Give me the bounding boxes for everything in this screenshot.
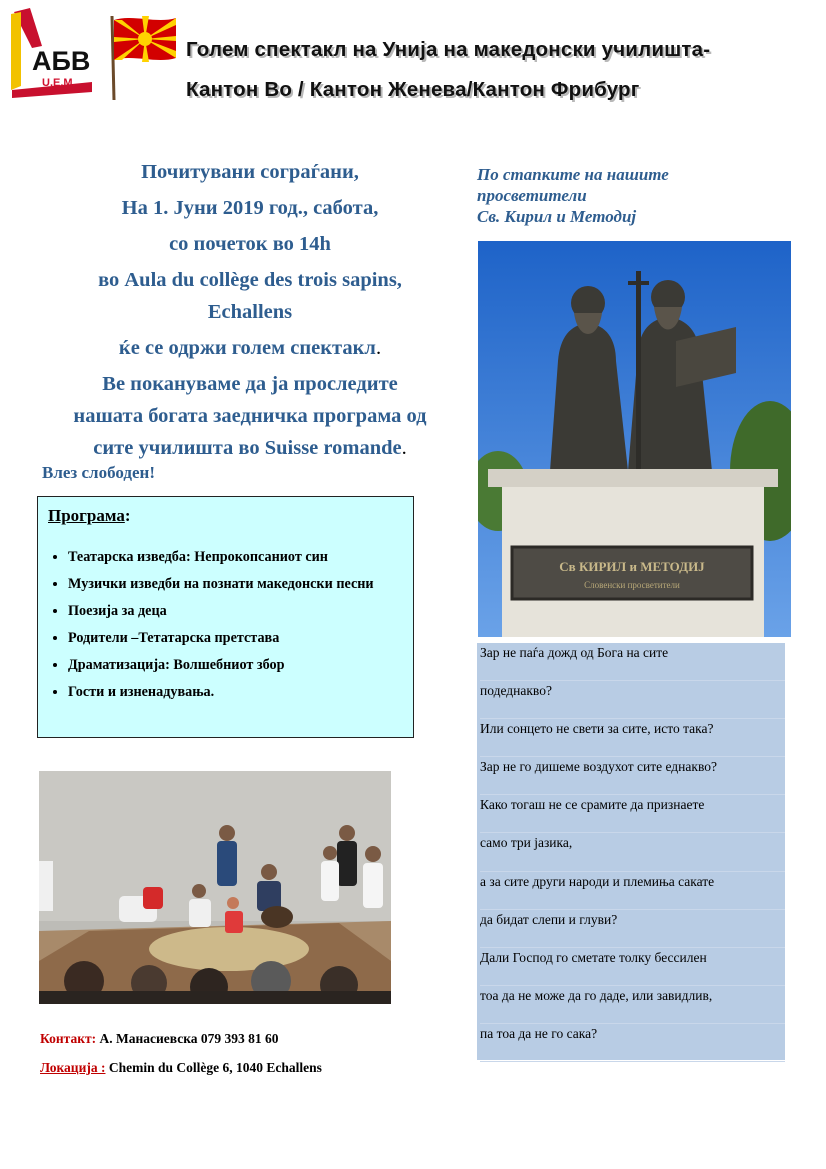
poem-line: Дали Господ го сметате толку бессилен: [480, 948, 785, 986]
invite-period: .: [401, 437, 407, 459]
macedonian-flag-icon: [100, 10, 182, 102]
program-item: • Поезија за деца: [68, 602, 403, 621]
poem-line: само три јазика,: [480, 833, 785, 871]
poem-line: па тоа да не го сака?: [480, 1024, 785, 1062]
invite-line-3-wrap: [40, 432, 460, 464]
invite-line-2: нашата богата заедничка програма од: [73, 405, 427, 427]
location-label: Локација :: [40, 1060, 106, 1075]
plaque-text-1: Св КИРИЛ и МЕТОДИЈ: [559, 559, 705, 574]
program-item: • Музички изведби на познати македонски песни: [68, 575, 403, 594]
header-title-line-1: Голем спектакл на Унија на македонски училишта-: [186, 38, 711, 61]
poem-line: подеднакво?: [480, 681, 785, 719]
quote-title-line-3: Св. Кирил и Методиј: [477, 207, 637, 226]
poem-box: [477, 643, 785, 1060]
program-title: [48, 506, 403, 526]
program-box: [37, 496, 414, 738]
program-list: [48, 548, 403, 702]
event-period: .: [375, 337, 382, 359]
poem-line: Како тогаш не се срамите да признаете: [480, 795, 785, 833]
header-title-line-2: Кантон Во / Кантон Женева/Кантон Фрибург: [186, 78, 640, 101]
invite-line-3: сите училишта во Suisse romande: [93, 437, 402, 459]
program-title-colon: :: [124, 506, 131, 525]
contact-line: [40, 1031, 279, 1047]
poem-line: а за сите други народи и племиња сакате: [480, 872, 785, 910]
free-entry: Влез слободен!: [42, 463, 155, 482]
venue-line-1: во Aula du collège des trois sapins,: [98, 269, 402, 291]
logo-subtext: U.E.M.: [42, 77, 76, 89]
event-date: На 1. Јуни 2019 год., сабота,: [121, 197, 379, 219]
program-item: • Гости и изненадувања.: [68, 683, 403, 702]
quote-title-line-2: просветители: [477, 186, 587, 205]
program-item: • Драматизација: Волшебниот збор: [68, 656, 403, 675]
contact-label: Контакт:: [40, 1031, 97, 1046]
location-value: Chemin du Collège 6, 1040 Echallens: [108, 1060, 322, 1075]
invitation-text: [40, 156, 460, 464]
program-title-text: Програма: [48, 506, 125, 525]
cyril-methodius-statue-photo: [478, 241, 791, 637]
greeting: Почитувани сограѓани,: [141, 161, 359, 183]
invite-line-1: Ве покануваме да ја проследите: [102, 373, 398, 395]
poem-line: да бидат слепи и глуви?: [480, 910, 785, 948]
event-announcement: [40, 332, 460, 364]
plaque-text-2: Словенски просветители: [584, 580, 680, 590]
poem-line: Зар не паѓа дожд од Бога на сите: [480, 643, 785, 681]
event-time: со почеток во 14h: [169, 233, 331, 255]
quote-title: [477, 164, 669, 227]
poem-line: тоа да не може да го даде, или завидлив,: [480, 986, 785, 1024]
poem-line: Зар не го дишеме воздухот сите еднакво?: [480, 757, 785, 795]
logo-text: АБВ: [32, 46, 91, 76]
quote-title-line-1: По стапките на нашите: [477, 165, 669, 184]
performance-photo: [39, 771, 391, 1004]
program-item: • Театарска изведба: Непрокопсаниот син: [68, 548, 403, 567]
poem-line: Или сонцето не свети за сите, исто така?: [480, 719, 785, 757]
location-line: [40, 1060, 322, 1076]
program-item: • Родители –Тетатарска претстава: [68, 629, 403, 648]
uem-logo: [8, 6, 96, 102]
contact-value: А. Манасиевска 079 393 81 60: [99, 1031, 279, 1046]
venue-line-2: Echallens: [207, 301, 293, 323]
event-text: ќе се одржи голем спектакл: [118, 337, 376, 359]
